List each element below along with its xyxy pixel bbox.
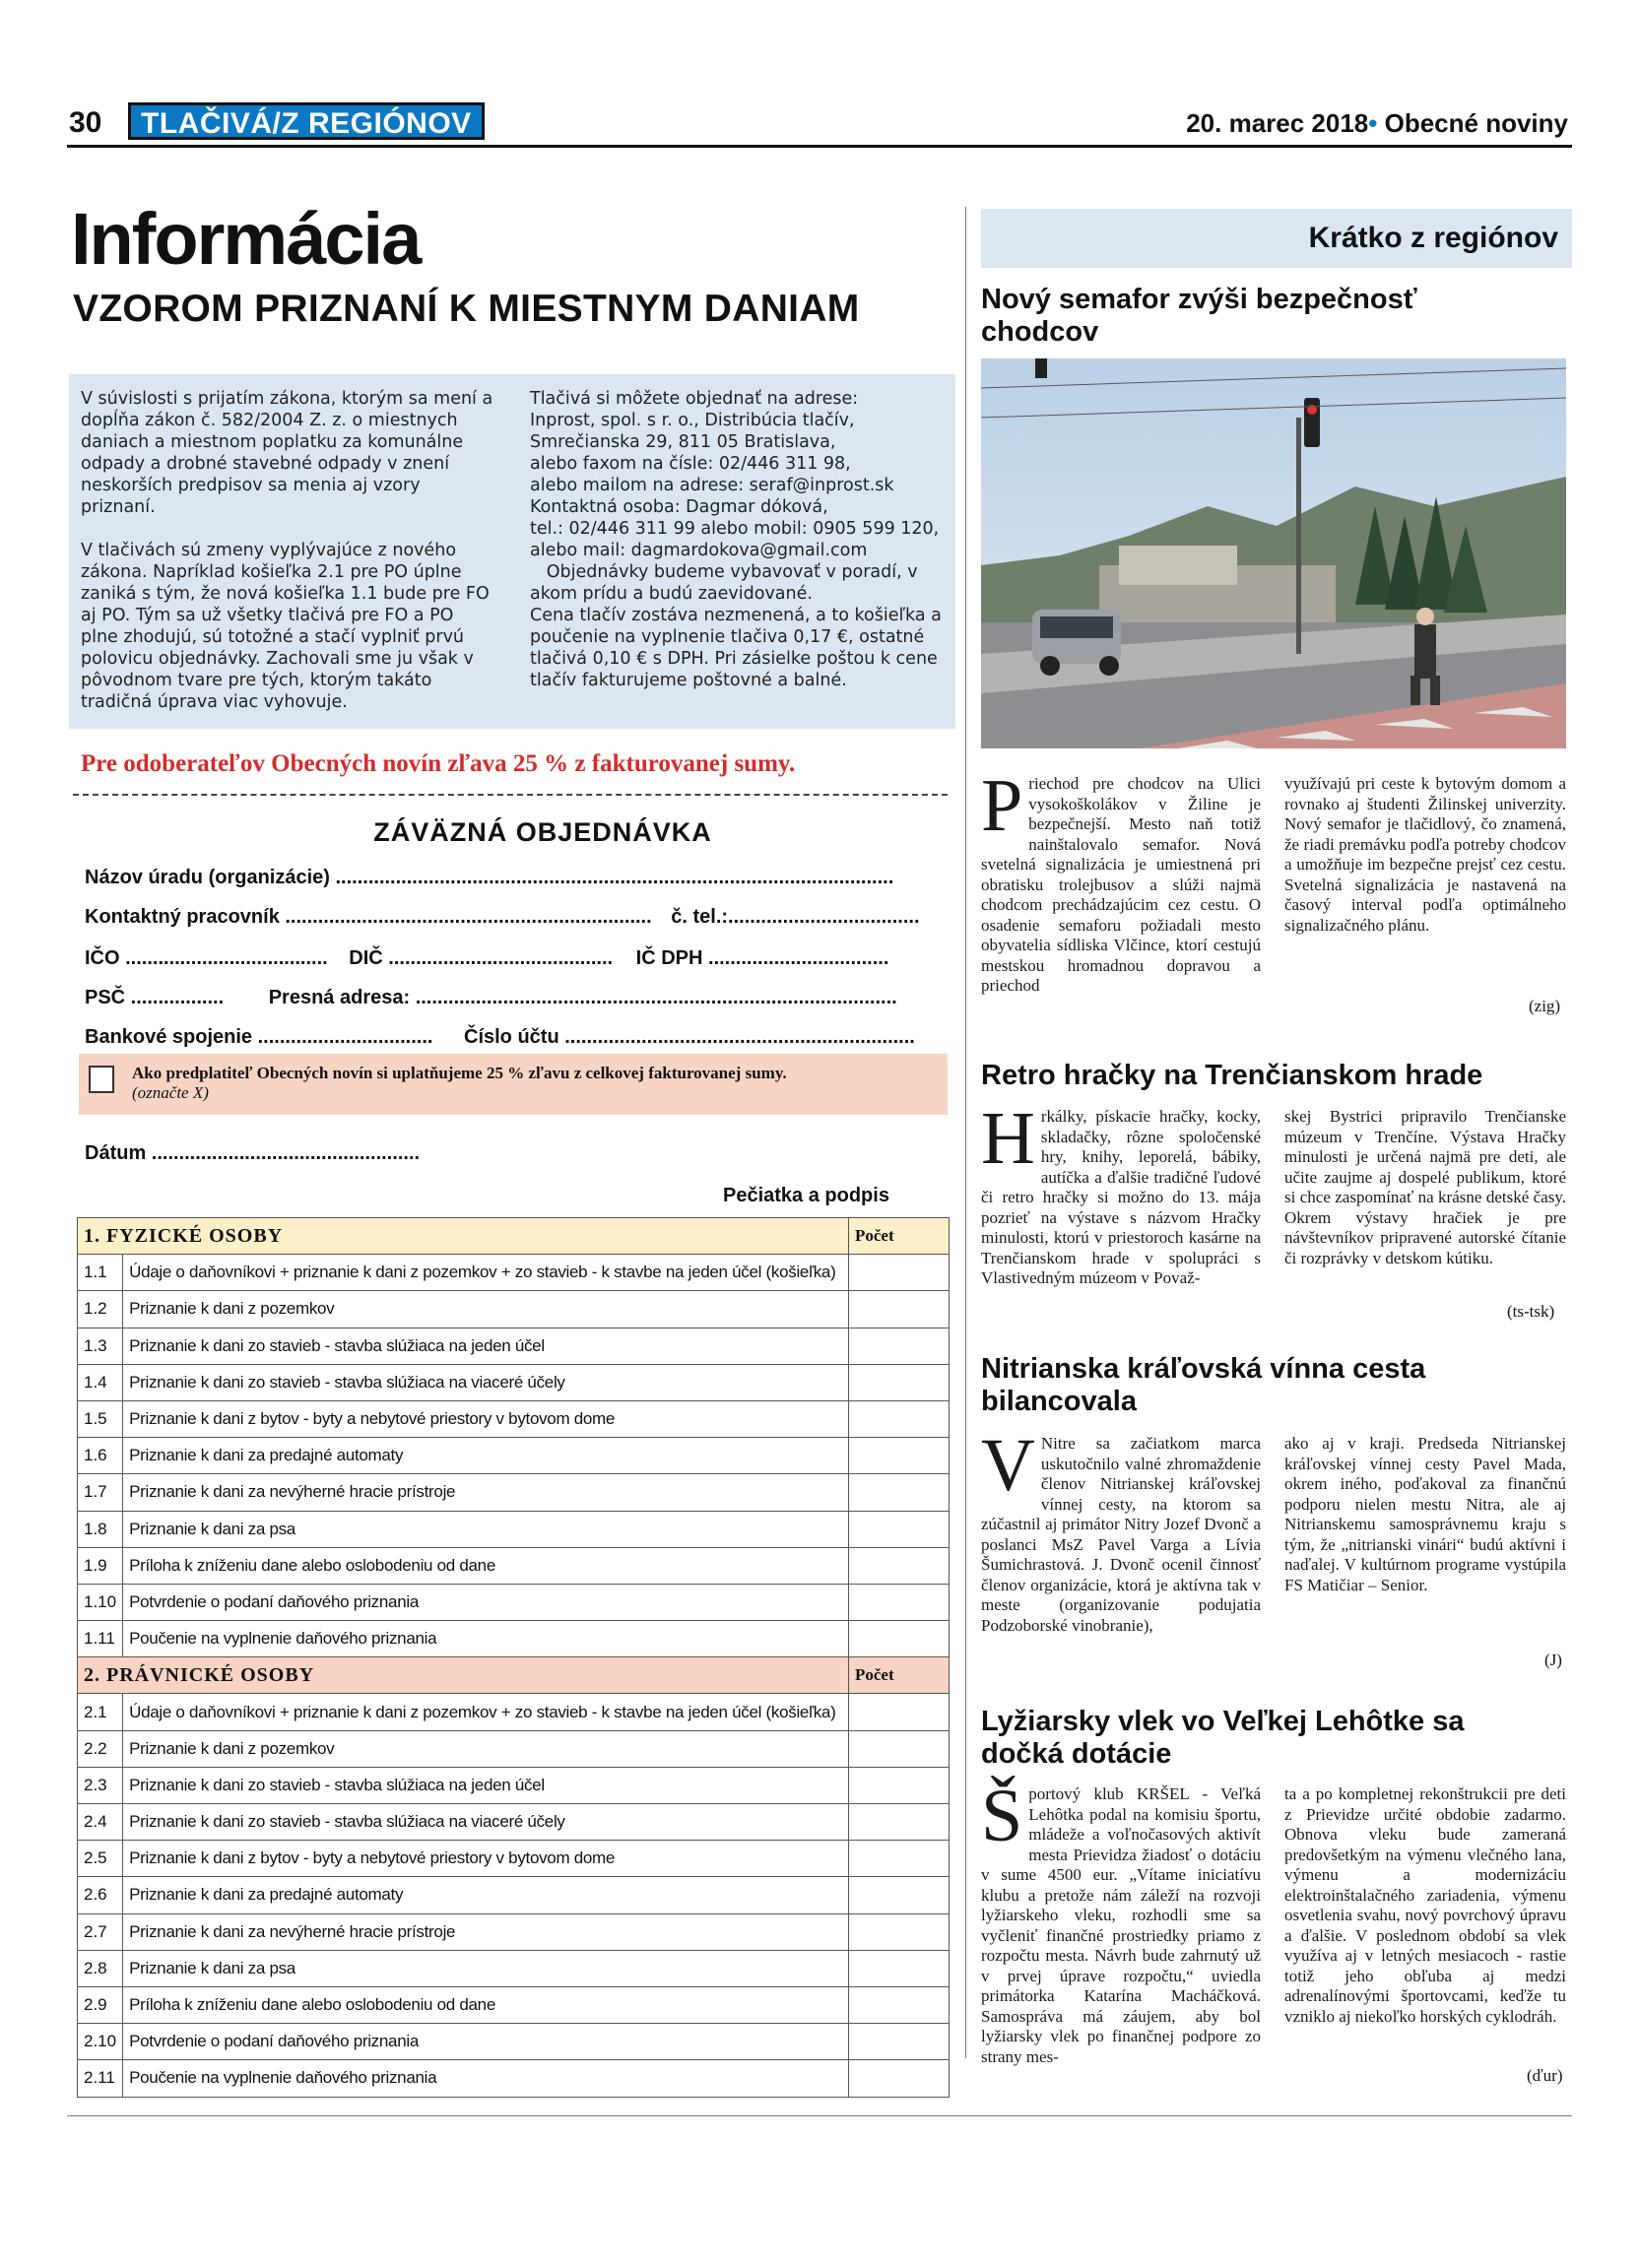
table-row bbox=[78, 1841, 950, 1877]
page-title: Informácia bbox=[71, 198, 421, 280]
article-col1: portový klub KRŠEL - Veľká Lehôtka podal na komisiu športu, mládeže a voľnočasových aktivít mesta Prievidza žiadosť o dotáciu v sume 4500 eur. „Vítame iniciatívu klubu a pretože nám záleží na rozvoji lyžiarskeho vleku, rozhodli sme sa vyčleniť finančné prostriedky priamo z rozpočtu mesta. Návrh bude zahrnutý už v prvej úprave rozpočtu,“ uviedla primátorka Katarína Macháčková. Samospráva má záujem, aby bol lyžiarsky vlek po finančnej podpore zo strany mes- bbox=[981, 1784, 1261, 2066]
row-description: Priznanie k dani z pozemkov bbox=[123, 1291, 849, 1328]
row-number: 1.6 bbox=[78, 1438, 123, 1474]
row-description: Priznanie k dani z pozemkov bbox=[123, 1730, 849, 1767]
info-line: Objednávky budeme vybavovať v poradí, v akom prídu a budú zaevidované. bbox=[530, 562, 924, 604]
table-row bbox=[78, 2060, 950, 2097]
drop-cap: P bbox=[981, 764, 1023, 847]
info-right-column bbox=[530, 388, 949, 691]
info-line: alebo mail: dagmardokova@gmail.com bbox=[530, 541, 868, 560]
row-number: 1.2 bbox=[78, 1291, 123, 1328]
section-label: TLAČIVÁ/Z REGIÓNOV bbox=[128, 102, 485, 140]
article-col1: rkálky, pískacie hračky, kocky, skladačky, rôzne spoločenské hry, knihy, leporelá, bábiky, autíčka a ďalšie tradičné ľudové či retro hračky si možno do 13. mája pozrieť na výstave s názvom Hračky minulosti, ktorú v priestoroch kasárne na Trenčianskom hrade v spolupráci s Vlastivedným múzeom v Považ- bbox=[981, 1107, 1261, 1287]
table-row bbox=[78, 1950, 950, 1986]
table-row bbox=[78, 1730, 950, 1767]
count-input-cell[interactable] bbox=[849, 1438, 950, 1474]
count-input-cell[interactable] bbox=[849, 1328, 950, 1364]
info-line: Cena tlačív zostáva nezmenená, a to košieľka a poučenie na vyplnenie tlačiva 0,17 €, ostatné tlačivá 0,10 € s DPH. Pri zásielke poštou k cene tlačív fakturujeme poštovné a balné. bbox=[530, 606, 942, 690]
regions-label: Krátko z regiónov bbox=[981, 209, 1572, 268]
row-number: 1.8 bbox=[78, 1511, 123, 1547]
table-row bbox=[78, 1438, 950, 1474]
table-section-row bbox=[78, 1657, 950, 1694]
bank-fields bbox=[85, 1026, 915, 1049]
table-row bbox=[78, 1986, 950, 2023]
row-number: 2.8 bbox=[78, 1950, 123, 1986]
article-title: Nový semafor zvýši bezpečnosť chodcov bbox=[981, 284, 1417, 348]
row-number: 2.1 bbox=[78, 1694, 123, 1730]
page-subtitle: VZOROM PRIZNANÍ K MIESTNYM DANIAM bbox=[73, 288, 860, 330]
promo-text: Pre odoberateľov Obecných novín zľava 25 % z fakturovanej sumy. bbox=[81, 750, 796, 777]
subscriber-checkbox[interactable] bbox=[89, 1066, 114, 1093]
bullet: • bbox=[1368, 108, 1378, 138]
row-description: Priznanie k dani za predajné automaty bbox=[123, 1438, 849, 1474]
row-number: 1.1 bbox=[78, 1255, 123, 1291]
contact-person-field[interactable]: Kontaktný pracovník ................................................................... bbox=[85, 906, 652, 928]
subscriber-discount-band bbox=[79, 1054, 948, 1115]
article-title: Lyžiarsky vlek vo Veľkej Lehôtke sa dočká dotácie bbox=[981, 1706, 1465, 1770]
info-line: Tlačivá si môžete objednať na adrese: bbox=[530, 389, 859, 409]
info-box bbox=[69, 374, 955, 729]
info-line: Inprost, spol. s r. o., Distribúcia tlačív, Smrečianska 29, 811 05 Bratislava, bbox=[530, 411, 855, 452]
count-input-cell[interactable] bbox=[849, 1400, 950, 1437]
count-input-cell[interactable] bbox=[849, 1584, 950, 1620]
row-number: 2.7 bbox=[78, 1913, 123, 1950]
count-input-cell[interactable] bbox=[849, 1364, 950, 1400]
count-input-cell[interactable] bbox=[849, 2024, 950, 2060]
row-description: Priznanie k dani za psa bbox=[123, 1950, 849, 1986]
date-field[interactable]: Dátum ................................................. bbox=[85, 1142, 421, 1164]
section-title: 2. PRÁVNICKÉ OSOBY bbox=[78, 1657, 849, 1694]
row-description: Poučenie na vyplnenie daňového priznania bbox=[123, 1621, 849, 1657]
address-field[interactable]: Presná adresa: ........................................................................................ bbox=[268, 987, 897, 1008]
issue-date: 20. marec 2018 bbox=[1186, 108, 1369, 138]
count-input-cell[interactable] bbox=[849, 1511, 950, 1547]
article-title: Retro hračky na Trenčianskom hrade bbox=[981, 1060, 1483, 1091]
ic-dph-field[interactable]: IČ DPH ................................. bbox=[635, 947, 889, 969]
subscriber-note: (označte X) bbox=[132, 1083, 209, 1102]
stamp-signature-label: Pečiatka a podpis bbox=[723, 1185, 889, 1206]
count-input-cell[interactable] bbox=[849, 1730, 950, 1767]
table-row bbox=[78, 1328, 950, 1364]
order-form-heading: ZÁVÄZNÁ OBJEDNÁVKA bbox=[373, 817, 712, 847]
drop-cap: V bbox=[981, 1424, 1035, 1507]
info-paragraph: V tlačivách sú zmeny vyplývajúce z nového zákona. Napríklad košieľka 2.1 pre PO úplne zaniká s tým, že nová košieľka 1.1 bude pre FO aj PO. Tým sa už všetky tlačivá pre FO a PO plne zhodujú, sú totožné a stačí vyplniť prvú polovicu objednávky. Zachovali sme ju však v pôvodnom tvare pre tých, ktorým takáto tradičná úprava viac vyhovuje. bbox=[81, 541, 490, 712]
drop-cap: H bbox=[981, 1097, 1035, 1180]
info-paragraph: V súvislosti s prijatím zákona, ktorým sa mení a dopĺňa zákon č. 582/2004 Z. z. o miestnych daniach a miestnom poplatku za komunálne odpady a drobné stavebné odpady v znení neskorších predpisov sa menia aj vzory priznaní. bbox=[81, 389, 493, 517]
article-title: Nitrianska kráľovská vínna cesta bilancovala bbox=[981, 1353, 1426, 1417]
row-description: Údaje o daňovníkovi + priznanie k dani z pozemkov + zo stavieb - k stavbe na jeden účel (košieľka) bbox=[123, 1255, 849, 1291]
row-description: Údaje o daňovníkovi + priznanie k dani z pozemkov + zo stavieb - k stavbe na jeden účel (košieľka) bbox=[123, 1694, 849, 1730]
table-row bbox=[78, 1400, 950, 1437]
row-description: Poučenie na vyplnenie daňového priznania bbox=[123, 2060, 849, 2097]
count-input-cell[interactable] bbox=[849, 1547, 950, 1584]
row-number: 2.11 bbox=[78, 2060, 123, 2097]
row-number: 2.5 bbox=[78, 1841, 123, 1877]
article-col2: ta a po kompletnej rekonštrukcii pre deti z Prievidze určité obdobie zadarmo. Obnova vleku bude zameraná predovšetkým na výmenu vlečného lana, výmenu a modernizáciu elektroinštalačného zariadenia, výmenu osvetlenia svahu, nový povrchový úpravu a ďalšie. V poslednom období sa vlek využíva aj v letných mesiacoch - rastie totiž jeho obľuba aj medzi adrenalínovými športovcami, keďže tu vzniklo aj niekoľko horských cyklodráh. bbox=[1284, 1784, 1566, 2026]
crosswalk-photo bbox=[981, 358, 1566, 748]
article-col1: riechod pre chodcov na Ulici vysokoškolákov v Žiline je bezpečnejší. Mesto naň totiž nainštalovalo semafor. Nová svetelná signalizácia je umiestnená pri obratisku trolejbusov a slúži najmä chodcom prechádzajúcim cez cestu. O osadenie semaforu požiadali mesto obyvatelia sídliska Vlčince, ktorí cestujú mestskou hromadnou dopravou a priechod bbox=[981, 774, 1261, 995]
row-description: Priznanie k dani z bytov - byty a nebytové priestory v bytovom dome bbox=[123, 1400, 849, 1437]
row-description: Potvrdenie o podaní daňového priznania bbox=[123, 1584, 849, 1620]
row-description: Priznanie k dani za nevýherné hracie prístroje bbox=[123, 1913, 849, 1950]
article-signature: (zig) bbox=[1529, 997, 1561, 1015]
article-text bbox=[981, 1775, 1261, 2067]
article-col2: ako aj v kraji. Predseda Nitrianskej kráľovskej vínnej cesty Pavel Mada, okrem iného, poďakoval za finančnú podporu nielen mestu Nitra, ale aj Nitrianskemu samosprávnemu kraju s tým, že „nitrianski vinári“ budú aktívni i naďalej. V kultúrnom programe vystúpila FS Matičiar – Senior. bbox=[1284, 1434, 1566, 1594]
ico-field[interactable]: IČO ..................................... bbox=[85, 947, 328, 969]
count-input-cell[interactable] bbox=[849, 1804, 950, 1841]
table-row bbox=[78, 1511, 950, 1547]
office-name-field[interactable]: Názov úradu (organizácie) ...................................................................................................... bbox=[85, 867, 894, 888]
count-header: Počet bbox=[849, 1218, 950, 1255]
row-number: 2.4 bbox=[78, 1804, 123, 1841]
contact-field bbox=[85, 906, 920, 929]
address-fields bbox=[85, 987, 897, 1009]
table-row bbox=[78, 1255, 950, 1291]
row-number: 1.9 bbox=[78, 1547, 123, 1584]
id-fields bbox=[85, 947, 888, 970]
subscriber-text bbox=[132, 1064, 787, 1103]
info-line: alebo mailom na adrese: seraf@inprost.sk bbox=[530, 476, 894, 495]
table-row bbox=[78, 1767, 950, 1803]
row-description: Priznanie k dani zo stavieb - stavba slúžiaca na jeden účel bbox=[123, 1328, 849, 1364]
article-col2: skej Bystrici pripravilo Trenčianske múzeum v Trenčíne. Výstava Hračky minulosti je určená najmä pre deti, ale učite zaujme aj dospelé publikum, ktoré si chce zaspomínať na krásne detské časy. Okrem výstavy hračiek je pre návštevníkov pripravené autorské čítanie či rozprávky v detskom kútiku. bbox=[1284, 1107, 1566, 1267]
row-number: 1.5 bbox=[78, 1400, 123, 1437]
order-form bbox=[85, 817, 942, 860]
count-input-cell[interactable] bbox=[849, 1694, 950, 1730]
row-number: 2.9 bbox=[78, 1986, 123, 2023]
row-description: Priznanie k dani za nevýherné hracie prístroje bbox=[123, 1474, 849, 1511]
account-field[interactable]: Číslo účtu ................................................................ bbox=[464, 1026, 915, 1048]
phone-field[interactable]: č. tel.:................................... bbox=[671, 906, 920, 928]
row-number: 2.10 bbox=[78, 2024, 123, 2060]
psc-field[interactable]: PSČ ................. bbox=[85, 987, 225, 1008]
info-line: tel.: 02/446 311 99 alebo mobil: 0905 599 120, bbox=[530, 519, 940, 539]
crosswalk-photo-illustration bbox=[981, 358, 1566, 748]
table-row bbox=[78, 1877, 950, 1913]
row-description: Priznanie k dani za predajné automaty bbox=[123, 1877, 849, 1913]
article-col2: využívajú pri ceste k bytovým domom a rovnako aj študenti Žilinskej univerzity. Nový semafor je tlačidlový, čo znamená, že riadi premávku podľa potreby chodcov a umožňuje im bezpečne prejsť cez cestu. Svetelná signalizácia je nastavená na časový interval podľa optimálneho signalizačného plánu. bbox=[1284, 774, 1566, 935]
article-signature: (J) bbox=[1544, 1651, 1562, 1669]
article-signature: (ts-tsk) bbox=[1507, 1302, 1555, 1321]
article-text bbox=[981, 1097, 1261, 1289]
article-text bbox=[981, 1424, 1261, 1636]
count-header: Počet bbox=[849, 1657, 950, 1694]
row-number: 1.3 bbox=[78, 1328, 123, 1364]
table-row bbox=[78, 1474, 950, 1511]
count-input-cell[interactable] bbox=[849, 1474, 950, 1511]
row-description: Priznanie k dani zo stavieb - stavba slúžiaca na jeden účel bbox=[123, 1767, 849, 1803]
row-number: 2.2 bbox=[78, 1730, 123, 1767]
row-number: 1.7 bbox=[78, 1474, 123, 1511]
info-line: alebo faxom na čísle: 02/446 311 98, bbox=[530, 454, 851, 474]
subscriber-label: Ako predplatiteľ Obecných novín si uplatňujeme 25 % zľavu z celkovej fakturovanej sumy. bbox=[132, 1064, 787, 1082]
table-row bbox=[78, 1547, 950, 1584]
article-col1: Nitre sa začiatkom marca uskutočnilo valné zhromaždenie členov Nitrianskej kráľovskej vínnej cesty, na ktorom sa zúčastnil aj primátor Nitry Jozef Dvonč a poslanci MsZ Pavel Varga a Lívia Šumichrastová. J. Dvonč ocenil činnosť členov organizácie, ktorá je aktívna tak v meste (organizovanie podujatia Podzoborské vinobranie), bbox=[981, 1434, 1261, 1635]
table-row bbox=[78, 1804, 950, 1841]
table-row bbox=[78, 1913, 950, 1950]
count-input-cell[interactable] bbox=[849, 1877, 950, 1913]
row-number: 2.3 bbox=[78, 1767, 123, 1803]
count-input-cell[interactable] bbox=[849, 1986, 950, 2023]
row-description: Priznanie k dani z bytov - byty a nebytové priestory v bytovom dome bbox=[123, 1841, 849, 1877]
table-row bbox=[78, 2024, 950, 2060]
count-input-cell[interactable] bbox=[849, 1841, 950, 1877]
row-description: Potvrdenie o podaní daňového priznania bbox=[123, 2024, 849, 2060]
table-section-row bbox=[78, 1218, 950, 1255]
count-input-cell[interactable] bbox=[849, 1255, 950, 1291]
table-row bbox=[78, 1364, 950, 1400]
row-description: Priznanie k dani zo stavieb - stavba slúžiaca na viaceré účely bbox=[123, 1364, 849, 1400]
row-description: Priznanie k dani za psa bbox=[123, 1511, 849, 1547]
column-separator bbox=[965, 207, 966, 2058]
forms-table bbox=[77, 1217, 950, 2098]
page-number: 30 bbox=[69, 106, 102, 139]
row-description: Príloha k zníženiu dane alebo oslobodeniu od dane bbox=[123, 1986, 849, 2023]
count-input-cell[interactable] bbox=[849, 1621, 950, 1657]
article-signature: (ďur) bbox=[1527, 2066, 1563, 2085]
row-number: 1.4 bbox=[78, 1364, 123, 1400]
info-left-column bbox=[81, 388, 494, 735]
dic-field[interactable]: DIČ ......................................... bbox=[349, 947, 614, 969]
article-text bbox=[981, 764, 1261, 997]
row-number: 1.11 bbox=[78, 1621, 123, 1657]
row-number: 2.6 bbox=[78, 1877, 123, 1913]
row-description: Príloha k zníženiu dane alebo oslobodeniu od dane bbox=[123, 1547, 849, 1584]
row-number: 1.10 bbox=[78, 1584, 123, 1620]
table-row bbox=[78, 1291, 950, 1328]
cut-line bbox=[73, 794, 948, 796]
page-header bbox=[67, 102, 1572, 148]
table-row bbox=[78, 1694, 950, 1730]
count-input-cell[interactable] bbox=[849, 1950, 950, 1986]
newspaper-name: Obecné noviny bbox=[1384, 108, 1568, 138]
info-line: Kontaktná osoba: Dagmar dóková, bbox=[530, 497, 828, 517]
drop-cap: Š bbox=[981, 1775, 1023, 1857]
count-input-cell[interactable] bbox=[849, 1291, 950, 1328]
count-input-cell[interactable] bbox=[849, 1767, 950, 1803]
count-input-cell[interactable] bbox=[849, 1913, 950, 1950]
section-title: 1. FYZICKÉ OSOBY bbox=[78, 1218, 849, 1255]
table-row bbox=[78, 1584, 950, 1620]
row-description: Priznanie k dani zo stavieb - stavba slúžiaca na viaceré účely bbox=[123, 1804, 849, 1841]
page-bottom-rule bbox=[67, 2115, 1572, 2116]
count-input-cell[interactable] bbox=[849, 2060, 950, 2097]
table-row bbox=[78, 1621, 950, 1657]
bank-field[interactable]: Bankové spojenie ................................ bbox=[85, 1026, 433, 1048]
issue-info bbox=[1186, 108, 1568, 139]
